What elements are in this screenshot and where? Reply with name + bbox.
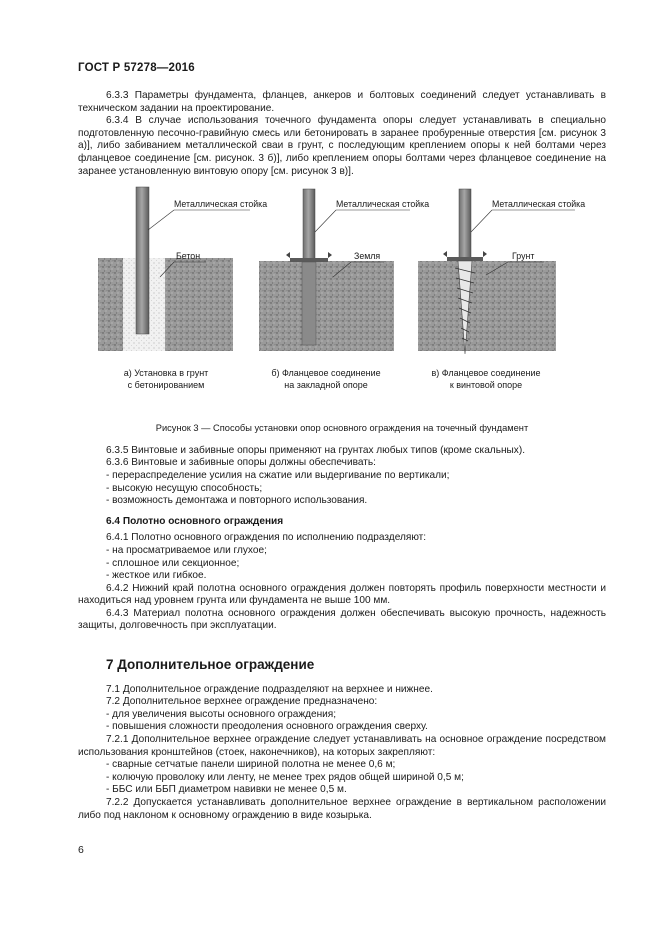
paragraph-7-2: 7.2 Дополнительное верхнее ограждение предназначено: — [106, 696, 378, 708]
soil-block-b — [259, 261, 394, 351]
panel-caption-a — [91, 367, 241, 391]
figure-3-caption: Рисунок 3 — Способы установки опор основного ограждения на точечный фундамент — [155, 423, 529, 434]
paragraph-6-3-6: 6.3.6 Винтовые и забивные опоры должны обеспечивать: — [106, 457, 376, 469]
page-number: 6 — [78, 844, 84, 856]
document-header: ГОСТ Р 57278—2016 — [78, 62, 195, 74]
post-label-b: Металлическая стойка — [336, 199, 430, 210]
list-item: - повышения сложности преодоления основного ограждения сверху. — [106, 721, 428, 733]
ground-label-c: Грунт — [512, 251, 535, 262]
soil-block-a — [98, 258, 233, 351]
paragraph-6-3-3: 6.3.3 Параметры фундамента, фланцев, анкеров и болтовых соединений следует устанавливать в техническом задании на проектирование. — [78, 90, 606, 114]
caption-a-line2: с бетонированием — [127, 380, 205, 391]
steel-post-a — [136, 187, 149, 334]
steel-post-b — [303, 189, 315, 260]
panel-b-drawing — [259, 189, 429, 351]
embedded-pile — [302, 262, 316, 345]
panel-caption-c — [411, 367, 561, 391]
paragraph-7-2-2: 7.2.2 Допускается устанавливать дополнительное верхнее ограждение в вертикальном расположении либо под наклоном к основному ограждению в виде козырька. — [78, 797, 606, 821]
paragraph-6-3-4: 6.3.4 В случае использования точечного фундамента опоры следует устанавливать в специально подготовленную песочно-гравийную смесь или бетонировать в заранее пробуренные отверстия [см. рисунок 3 а)], либо забиванием металлической сваи в грунт, с последующим креплением опоры к ней болтами через фланцевое соединение [см. рисунок. 3 б)], либо креплением опоры болтами через фланцевое соединение на заранее установленную винтовую опору [см. рисунок 3 в)]. — [78, 115, 606, 177]
paragraph-6-3-5: 6.3.5 Винтовые и забивные опоры применяют на грунтах любых типов (кроме скальных). — [106, 444, 525, 456]
list-item: - сварные сетчатые панели шириной полотна не менее 0,6 м; — [106, 759, 396, 771]
list-item: - высокую несущую способность; — [106, 482, 263, 494]
flange-c — [447, 257, 483, 261]
paragraph-6-4-2: 6.4.2 Нижний край полотна основного ограждения должен повторять профиль поверхности местности и находиться над уровнем грунта или фундамента не выше 100 мм. — [78, 582, 606, 607]
flange-b — [290, 258, 328, 262]
post-label-a: Металлическая стойка — [174, 199, 268, 210]
page-content — [78, 90, 606, 822]
ground-label-a: Бетон — [176, 251, 201, 262]
section-7-title: 7 Дополнительное ограждение — [106, 657, 315, 673]
caption-c-line1: в) Фланцевое соединение — [431, 368, 541, 379]
subsection-6-4-heading: 6.4 Полотно основного ограждения — [106, 515, 284, 527]
ground-label-b: Земля — [354, 251, 381, 262]
list-item: - для увеличения высоты основного ограждения; — [106, 708, 337, 720]
panel-c-drawing — [418, 189, 585, 354]
list-item: - на просматриваемое или глухое; — [106, 544, 267, 556]
paragraph-6-4-1: 6.4.1 Полотно основного ограждения по исполнению подразделяют: — [106, 532, 427, 544]
list-item: - возможность демонтажа и повторного использования. — [106, 495, 368, 507]
paragraph-6-4-3: 6.4.3 Материал полотна основного ограждения должен обеспечивать высокую прочность, надежность защиты, долговечность при эксплуатации. — [78, 607, 606, 632]
paragraph-7-1: 7.1 Дополнительное ограждение подразделяют на верхнее и нижнее. — [106, 683, 433, 695]
list-item: - ББС или ББП диаметром навивки не менее 0,5 м. — [106, 784, 347, 796]
list-item: - перераспределение усилия на сжатие или выдергивание по вертикали; — [106, 469, 450, 481]
caption-b-line2: на закладной опоре — [284, 380, 368, 391]
caption-b-line1: б) Фланцевое соединение — [271, 368, 381, 379]
list-item: - колючую проволоку или ленту, не менее трех рядов общей шириной 0,5 м; — [106, 771, 464, 783]
post-label-c: Металлическая стойка — [492, 199, 586, 210]
caption-a-line1: а) Установка в грунт — [123, 368, 209, 379]
panel-a-drawing — [98, 187, 267, 351]
figure-3 — [78, 182, 606, 422]
caption-c-line2: к винтовой опоре — [449, 380, 523, 391]
list-item: - жесткое или гибкое. — [106, 570, 207, 582]
panel-caption-b — [251, 367, 401, 391]
steel-post-c — [459, 189, 471, 261]
paragraph-7-2-1: 7.2.1 Дополнительное верхнее ограждение следует устанавливать на основное ограждение посредством использования кронштейнов (стоек, наконечников), на которых закрепляют: — [78, 734, 606, 758]
list-item: - сплошное или секционное; — [106, 557, 240, 569]
